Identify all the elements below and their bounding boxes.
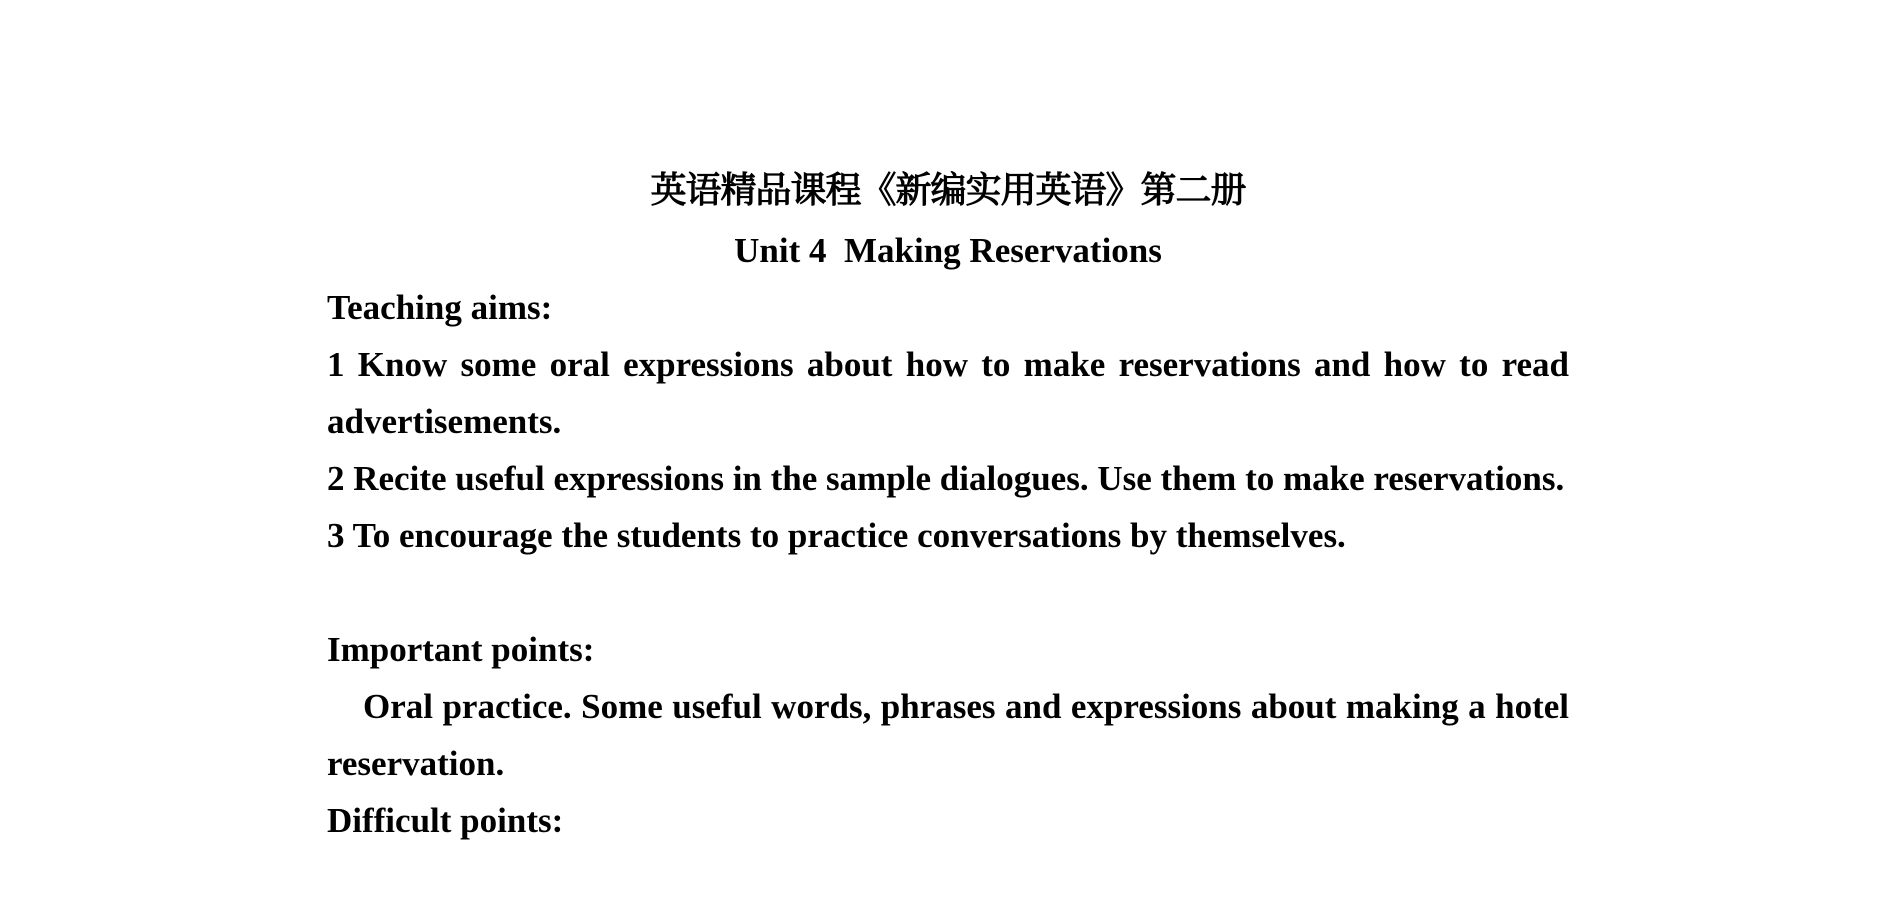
teaching-aim-item-1: 1 Know some oral expressions about how to make reservations and how to read advertisements. — [327, 345, 1569, 441]
blank-line — [327, 564, 1569, 621]
important-points-heading: Important points: — [327, 630, 595, 669]
unit-title: Unit 4 Making Reservations — [734, 231, 1162, 270]
teaching-aims-heading: Teaching aims: — [327, 288, 553, 327]
teaching-aim-item-2: 2 Recite useful expressions in the sample dialogues. Use them to make reservations. — [327, 459, 1565, 498]
important-points-text: Oral practice. Some useful words, phrases and expressions about making a hotel reservation. — [327, 687, 1569, 783]
document-body — [327, 160, 1569, 849]
course-title: 英语精品课程《新编实用英语》第二册 — [650, 170, 1246, 211]
teaching-aim-item-3: 3 To encourage the students to practice conversations by themselves. — [327, 516, 1346, 555]
difficult-points-heading: Difficult points: — [327, 801, 564, 840]
